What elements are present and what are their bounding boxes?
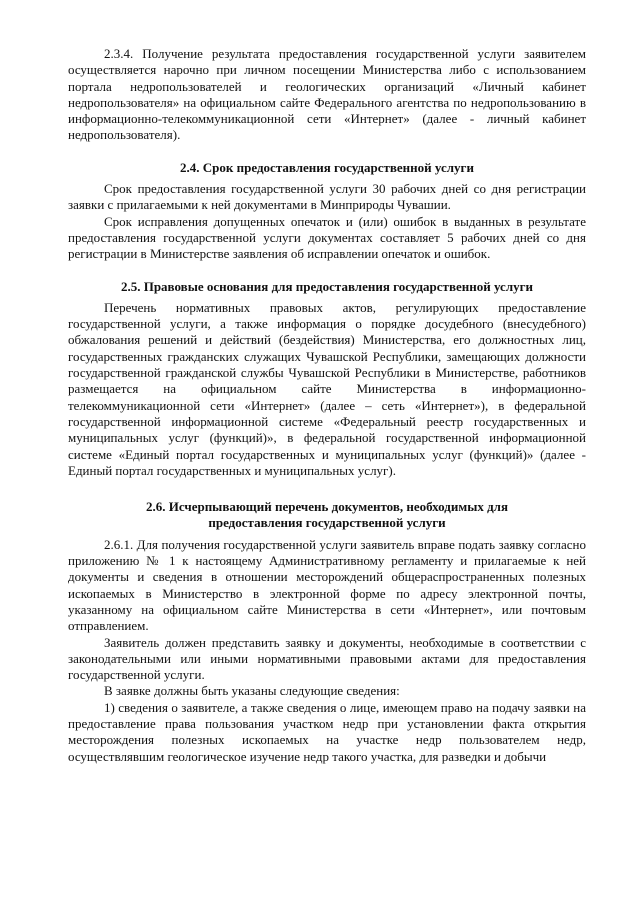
section-heading (68, 279, 586, 295)
paragraph: 2.6.1. Для получения государственной услуги заявитель вправе подать заявку согласно приложению № 1 к настоящему Административному регламенту и прилагаемые к ней документы и сведения в отношении месторождений общераспространенных полезных ископаемых в Министерство в электронной форме по адресу электронной почты, указанному на официальном сайте Министерства в сети «Интернет», или почтовым отправлением. (68, 536, 586, 634)
heading-line: 2.6. Исчерпывающий перечень документов, необходимых для (145, 499, 508, 515)
paragraph: В заявке должны быть указаны следующие сведения: (104, 683, 400, 699)
paragraph: 2.3.4. Получение результата предоставления государственной услуги заявителем осуществляется нарочно при личном посещении Министерства либо с использованием портала недропользователей и геологических организаций «Личный кабинет недропользователя» на официальном сайте Федерального агентства по недропользованию в информационно-телекоммуникационной сети «Интернет» (далее - личный кабинет недропользователя). (68, 46, 586, 143)
paragraph: Срок исправления допущенных опечаток и (или) ошибок в выданных в результате предоставления государственной услуги документах составляет 5 рабочих дней со дня регистрации в Министерстве заявления об исправлении опечаток и ошибок. (68, 213, 586, 262)
paragraph: Перечень нормативных правовых актов, регулирующих предоставление государственной услуги, а также информация о порядке досудебного (внесудебного) обжалования решений и действий (бездействия) Министерства, его должностных лиц, государственных гражданских служащих Чувашской Республики, замещающих должности государственной гражданской службы Чувашской Республики в Министерстве, работников размещается на официальном сайте Министерства в информационно-телекоммуникационной сети «Интернет» (далее – сеть «Интернет»), в федеральной государственной информационной системе «Федеральный реестр государственных и муниципальных услуг (функций)», в федеральной государственной информационной системе «Единый портал государственных и муниципальных услуг (функций)» (далее - Единый портал государственных и муниципальных услуг). (68, 299, 586, 478)
section-heading (68, 499, 586, 532)
paragraph: Заявитель должен представить заявку и документы, необходимые в соответствии с законодательными или иными нормативными правовыми актами для предоставления государственной услуги. (68, 634, 586, 683)
section-2-6 (68, 499, 586, 765)
heading-line: 2.4. Срок предоставления государственной услуги (180, 159, 474, 175)
section-2-4 (68, 160, 586, 263)
section-heading (68, 160, 586, 176)
paragraph: 1) сведения о заявителе, а также сведения о лице, имеющем право на подачу заявки на предоставление права пользования участком недр при установлении факта открытия месторождения полезных ископаемых на участке недр пользователем недр, осуществлявшим геологическое изучение недр такого участка, для разведки и добычи (68, 699, 586, 764)
section-2-3-4 (68, 46, 586, 144)
paragraph: Срок предоставления государственной услуги 30 рабочих дней со дня регистрации заявки с прилагаемыми к ней документами в Минприроды Чувашии. (68, 181, 586, 213)
section-2-5 (68, 279, 586, 480)
document-page (68, 46, 586, 765)
heading-line: 2.5. Правовые основания для предоставления государственной услуги (120, 278, 534, 294)
heading-line: предоставления государственной услуги (208, 515, 446, 531)
